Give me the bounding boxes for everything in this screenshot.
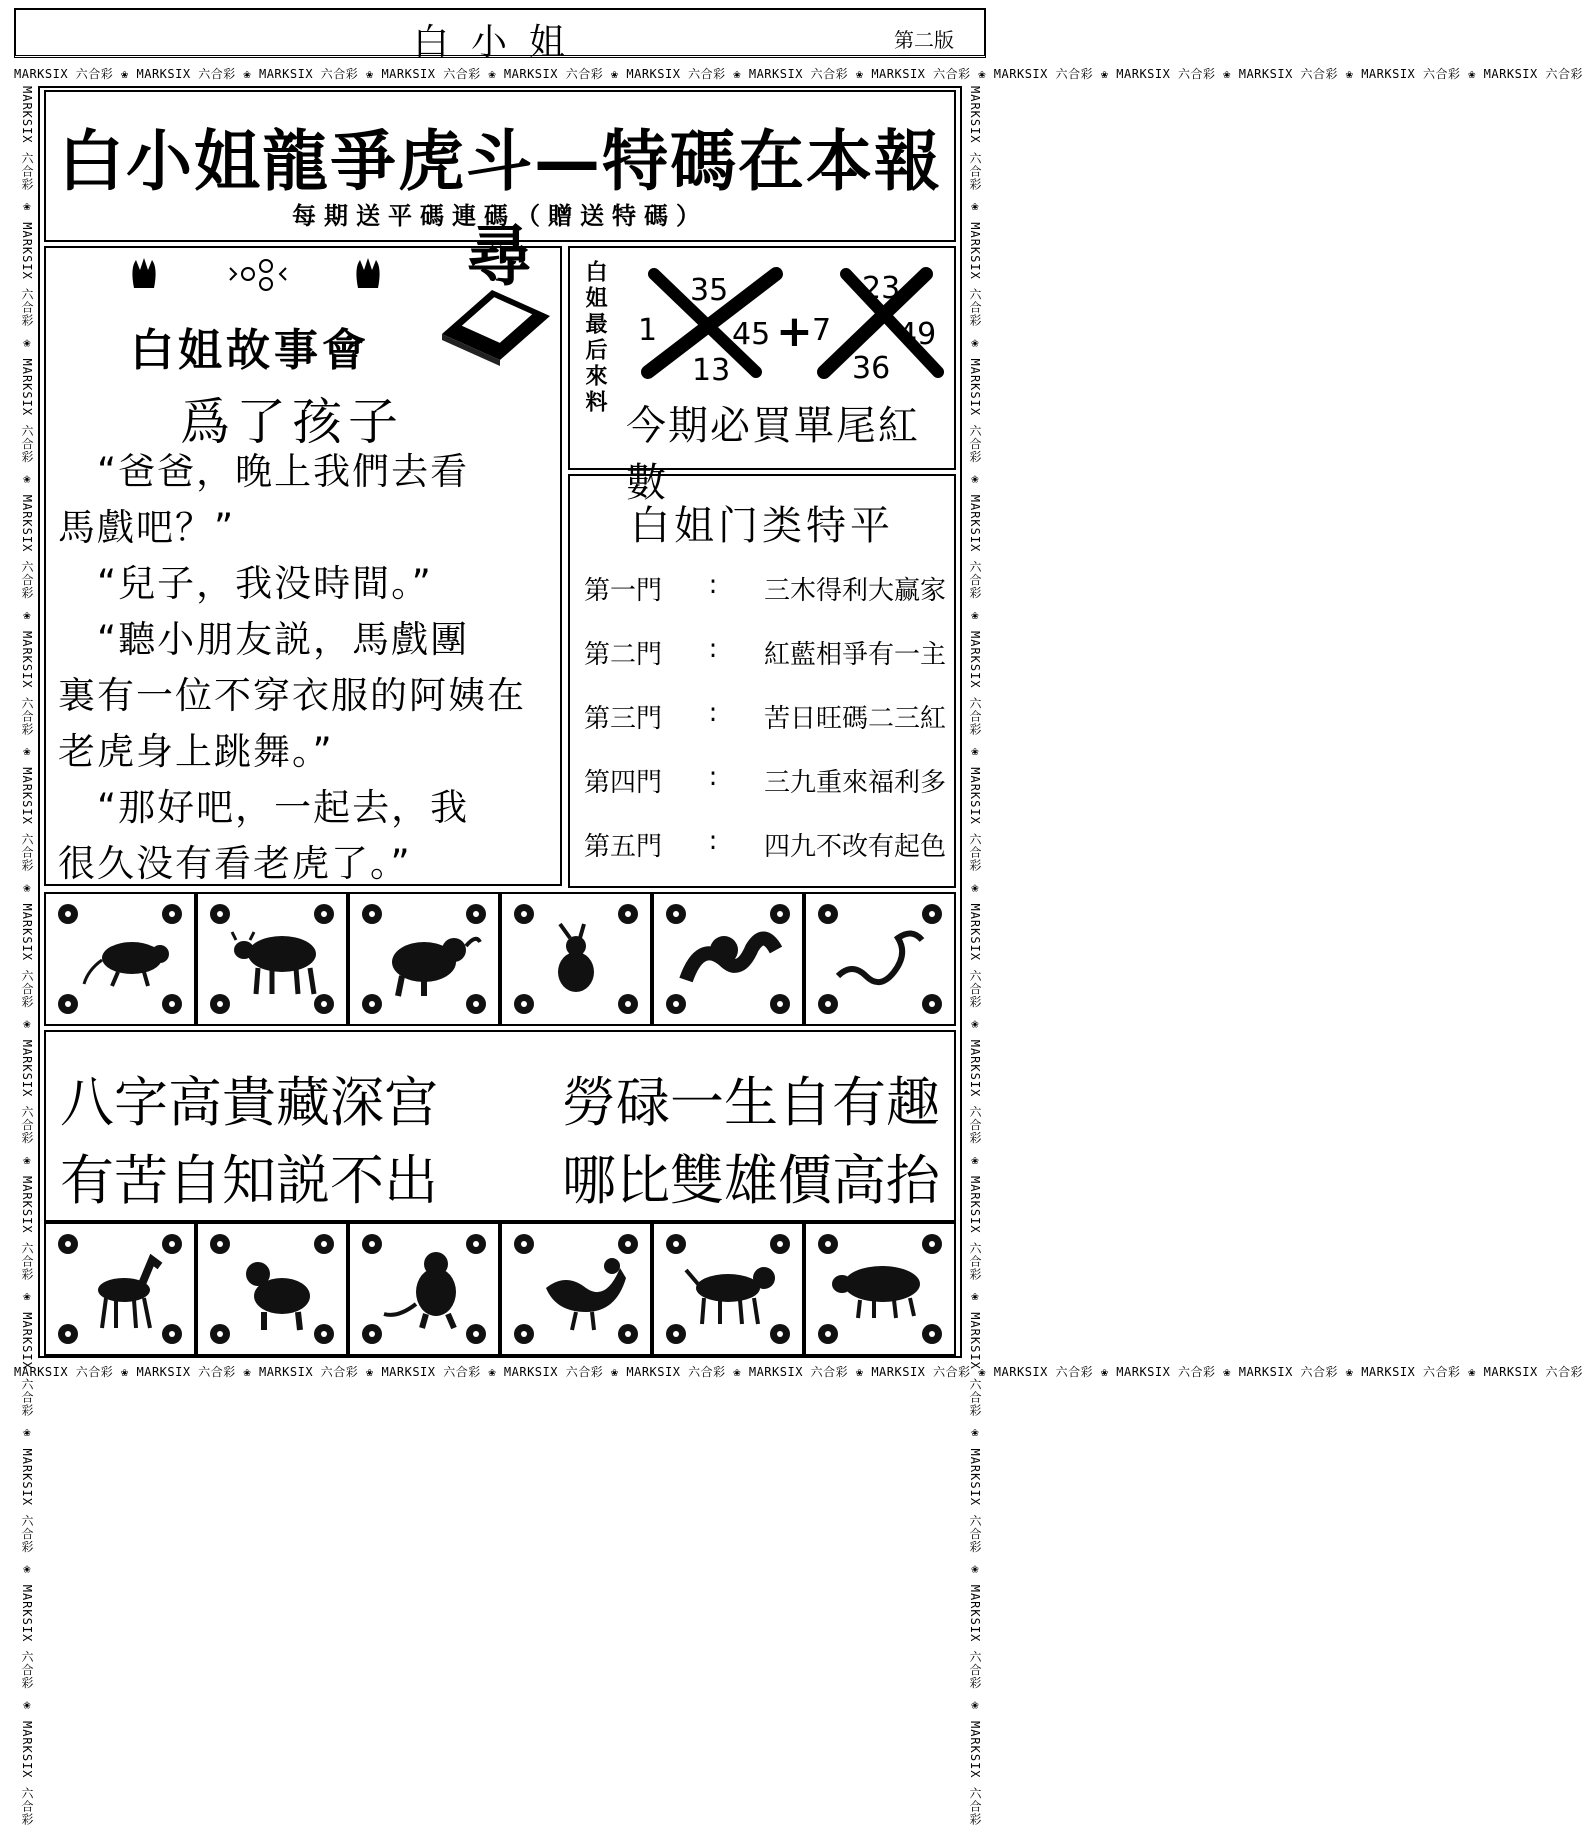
monkey-icon <box>380 1248 476 1332</box>
zodiac-card <box>500 892 652 1026</box>
zodiac-card <box>196 892 348 1026</box>
snake-icon <box>832 924 932 994</box>
rooster-icon <box>536 1248 626 1332</box>
zodiac-card <box>348 1222 500 1356</box>
door-row <box>584 826 946 863</box>
door-label: 第三門 <box>584 704 663 734</box>
zodiac-card <box>500 1222 652 1356</box>
tiger-icon <box>384 920 480 1000</box>
door-sep: : <box>708 634 718 664</box>
door-row <box>584 762 946 799</box>
story-line: 裏有一位不穿衣服的阿姨在 <box>58 674 526 717</box>
door-label: 第四門 <box>584 768 663 798</box>
right-cross-top: 23 <box>862 271 901 306</box>
right-cross-left: 7 <box>812 313 832 348</box>
watermark-text: MARKSIX 六合彩 <box>968 86 982 191</box>
zodiac-row-top <box>44 892 956 1026</box>
flower-ornament-icon <box>126 254 386 294</box>
watermark-text: MARKSIX 六合彩 <box>20 86 34 191</box>
book-icon <box>438 272 554 366</box>
story-title: 爲了孩子 <box>180 393 404 451</box>
lotto-pick-text: 今期必買單尾紅數 <box>626 403 920 506</box>
watermark-text: MARKSIX 六合彩 <box>14 1365 114 1379</box>
door-sep: : <box>708 698 718 728</box>
zodiac-card <box>804 1222 956 1356</box>
story-line: “那好吧，一起去，我 <box>58 786 470 829</box>
masthead <box>14 8 986 63</box>
watermark-text: MARKSIX 六合彩 <box>14 67 114 81</box>
verse-line <box>60 1060 940 1137</box>
story-line: 馬戲吧？” <box>58 506 236 549</box>
main-headline: 白小姐龍爭虎斗—特碼在本報尋 <box>58 123 942 295</box>
story-line: 老虎身上跳舞。” <box>58 730 334 773</box>
plus-operator: + <box>776 306 813 357</box>
left-cross-right: 45 <box>732 317 771 352</box>
story-line: “聽小朋友説，馬戲團 <box>58 618 470 661</box>
door-row <box>584 570 946 607</box>
left-cross-left: 1 <box>638 313 658 348</box>
left-cross-top: 35 <box>690 273 729 308</box>
door-label: 第一門 <box>584 576 663 606</box>
verse-text: 哪比雙雄價高抬 <box>562 1149 940 1212</box>
right-cross-bottom: 36 <box>852 351 891 386</box>
verse-text: 有苦自知説不出 <box>60 1149 438 1212</box>
watermark-left: MARKSIX 六合彩 ❀ MARKSIX 六合彩 ❀ MARKSIX 六合彩 ❀ MARKSIX 六合彩 ❀ MARKSIX 六合彩 ❀ MARKSIX 六合彩 ❀ MARKSIX 六合彩 ❀ MARKSIX 六合彩 ❀ MARKSIX 六合彩 ❀ MARKSIX 六合彩 ❀ MARKSIX 六合彩 ❀ MARKSIX 六合彩 ❀ MARKSIX 六合彩 <box>20 86 34 1826</box>
zodiac-card <box>652 1222 804 1356</box>
door-sep: : <box>708 570 718 600</box>
goat-icon <box>240 1252 320 1332</box>
lotto-box <box>568 246 956 506</box>
door-text: 三木得利大赢家 <box>763 576 946 606</box>
zodiac-card <box>804 892 956 1026</box>
ox-icon <box>232 920 328 1000</box>
doors-box <box>568 474 956 888</box>
zodiac-card <box>196 1222 348 1356</box>
rabbit-icon <box>542 922 612 1002</box>
zodiac-card <box>44 1222 196 1356</box>
story-line: “爸爸，晚上我們去看 <box>58 450 470 493</box>
door-text: 紅藍相爭有一主 <box>763 640 946 670</box>
verse-box <box>44 1030 956 1222</box>
verse-line <box>60 1138 940 1215</box>
verse-text: 八字高貴藏深宫 <box>60 1071 438 1134</box>
verse-text: 勞碌一生自有趣 <box>562 1071 940 1134</box>
watermark-right: MARKSIX 六合彩 ❀ MARKSIX 六合彩 ❀ MARKSIX 六合彩 ❀ MARKSIX 六合彩 ❀ MARKSIX 六合彩 ❀ MARKSIX 六合彩 ❀ MARKSIX 六合彩 ❀ MARKSIX 六合彩 ❀ MARKSIX 六合彩 ❀ MARKSIX 六合彩 ❀ MARKSIX 六合彩 ❀ MARKSIX 六合彩 ❀ MARKSIX 六合彩 <box>968 86 982 1826</box>
doors-title: 白姐门类特平 <box>630 503 894 549</box>
door-text: 四九不改有起色 <box>763 832 946 862</box>
story-section-title: 白姐故事會 <box>130 325 370 376</box>
left-cross-bottom: 13 <box>692 353 731 388</box>
door-label: 第五門 <box>584 832 663 862</box>
watermark-bottom: MARKSIX 六合彩 ❀ MARKSIX 六合彩 ❀ MARKSIX 六合彩 ❀ MARKSIX 六合彩 ❀ MARKSIX 六合彩 ❀ MARKSIX 六合彩 ❀ MARKSIX 六合彩 ❀ MARKSIX 六合彩 ❀ MARKSIX 六合彩 ❀ MARKSIX 六合彩 ❀ MARKSIX 六合彩 ❀ MARKSIX 六合彩 ❀ MARKSIX 六合彩 <box>14 1365 1583 1379</box>
story-line: “兒子，我没時間。” <box>58 562 433 605</box>
door-row <box>584 634 946 671</box>
dragon-icon <box>680 920 780 1000</box>
door-sep: : <box>708 762 718 792</box>
door-row <box>584 698 946 735</box>
lotto-vertical-label: 白姐最后來料 <box>582 260 607 416</box>
pig-icon <box>830 1258 934 1322</box>
door-text: 苦日旺碼二三紅 <box>763 704 946 734</box>
watermark-top: MARKSIX 六合彩 ❀ MARKSIX 六合彩 ❀ MARKSIX 六合彩 ❀ MARKSIX 六合彩 ❀ MARKSIX 六合彩 ❀ MARKSIX 六合彩 ❀ MARKSIX 六合彩 ❀ MARKSIX 六合彩 ❀ MARKSIX 六合彩 ❀ MARKSIX 六合彩 ❀ MARKSIX 六合彩 ❀ MARKSIX 六合彩 ❀ MARKSIX 六合彩 <box>14 67 1583 81</box>
dog-icon <box>684 1254 780 1328</box>
edition-label: 第二版 <box>894 28 954 52</box>
door-sep: : <box>708 826 718 856</box>
zodiac-card <box>652 892 804 1026</box>
sub-headline: 每期送平碼連碼（贈送特碼） <box>292 202 708 230</box>
newspaper-title: 白小姐 <box>412 22 587 63</box>
horse-icon <box>86 1250 166 1334</box>
story-box <box>44 246 562 886</box>
door-label: 第二門 <box>584 640 663 670</box>
story-line: 很久没有看老虎了。” <box>58 842 412 885</box>
zodiac-card <box>44 892 196 1026</box>
number-cross-diagram <box>626 260 950 388</box>
zodiac-row-bottom <box>44 1222 956 1356</box>
right-cross-right: 49 <box>898 317 937 352</box>
zodiac-card <box>348 892 500 1026</box>
rat-icon <box>82 924 172 994</box>
door-text: 三九重來福利多 <box>763 768 946 798</box>
